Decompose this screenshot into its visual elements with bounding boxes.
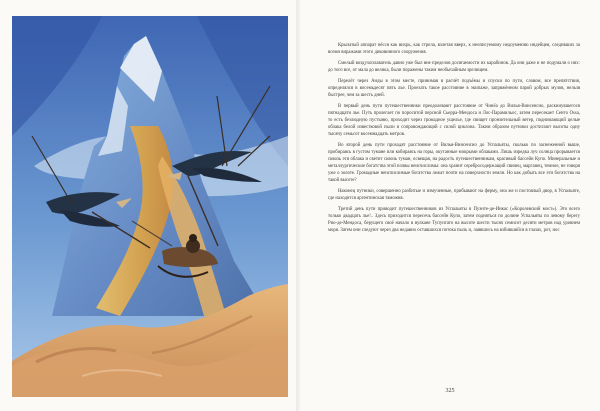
paragraph: Наконец путники, совершенно разбитые и измученные, прибывают на ферму, она же и постоялый двор, в Успальяте, где находится аргентинская таможня. <box>328 188 580 201</box>
paragraph: Перелёт через Анды в этом месте, принимая в расчёт подъёмы и спуски по пути, словом, все препятствия, определялся в восемьдесят пять лье. Проехать такое расстояние в экипаже, запряжённом парой добрых мулов, нельзя быстрее, чем за шесть дней. <box>328 78 580 98</box>
paragraph: В первый день пути путешественники преодолевают расстояние от Чинёа до Вилья-Винсенсио, раскинувшегося пятнадцати лье. Путь пролегает по пороситой персной Сьерра-Мендоса и Лос-Парамильос, затем пересекает Сенто Ossa, то есть безлюдную пустыню, проходит через громадное ущелье, где свищет пронзительный ветер, поднимающий целые облака белой известковой пыли и сопровождающий с силой циклона. Таким образом путники достигают высоты одну тысячу семьсот восемнадцать метров. <box>328 103 580 137</box>
paragraph: Смелый воздухоплаватель давно уже был вне пределов досягаемости их карабинов. Да они даже и не подумали о них: до того все, от мала до велика, были поражены таким необычайным зрелищем. <box>328 60 580 73</box>
paragraph: Крылатый аппарат нёсся как вихрь, как стрела, взлетая вверх, к неописуемому недоумению индейцев, следивших за всеми виражами этого диковинного сооружения. <box>328 43 580 56</box>
page-number: 325 <box>445 388 455 394</box>
right-page <box>300 0 600 411</box>
page-text <box>328 42 580 238</box>
paragraph: Во второй день пути проходят расстояние от Вилья-Винсенсио до Успальяты, сколько по заснеженной выше, пробираясь в густом тумане или кобираясь на горы, окутанные мокрыми облаками. Лишь изредка луч солнца прорывается сквозь эти облака и светит сквозь туман, освещая, на радость путешественникам, красивый бассейн Купо. Минеральные и металлургические богатства этой почвы неисчислимы: она хранит серебросодержащий свинец, марганец, темное, не говоря уже о золоте. Громадные неисчислимые богатства лежат почти на поверхности земли. Но как добыть все эти богатства на такой высоте? <box>328 142 580 183</box>
illustration-painting <box>12 16 288 397</box>
illustration <box>12 16 288 397</box>
paragraph: Третий день пути приводит путешественников из Успальяты в Пуэнте-де-Инкас («Королевский мост»). Это всего только двадцать лье!.. Здесь приходится пересечь бассейн Купо, затем подняться по долине Успальяты по левому берегу Рио-де-Мендоса, берущего своё начало в вулкане Тупунгато на высоте шести тысяч семисот десяти метров над уровнем моря. Затем они следуют через два недавно оставшихся потока пыль и, лаявшись на взбившийся в глазах, рот, нос <box>328 206 580 233</box>
